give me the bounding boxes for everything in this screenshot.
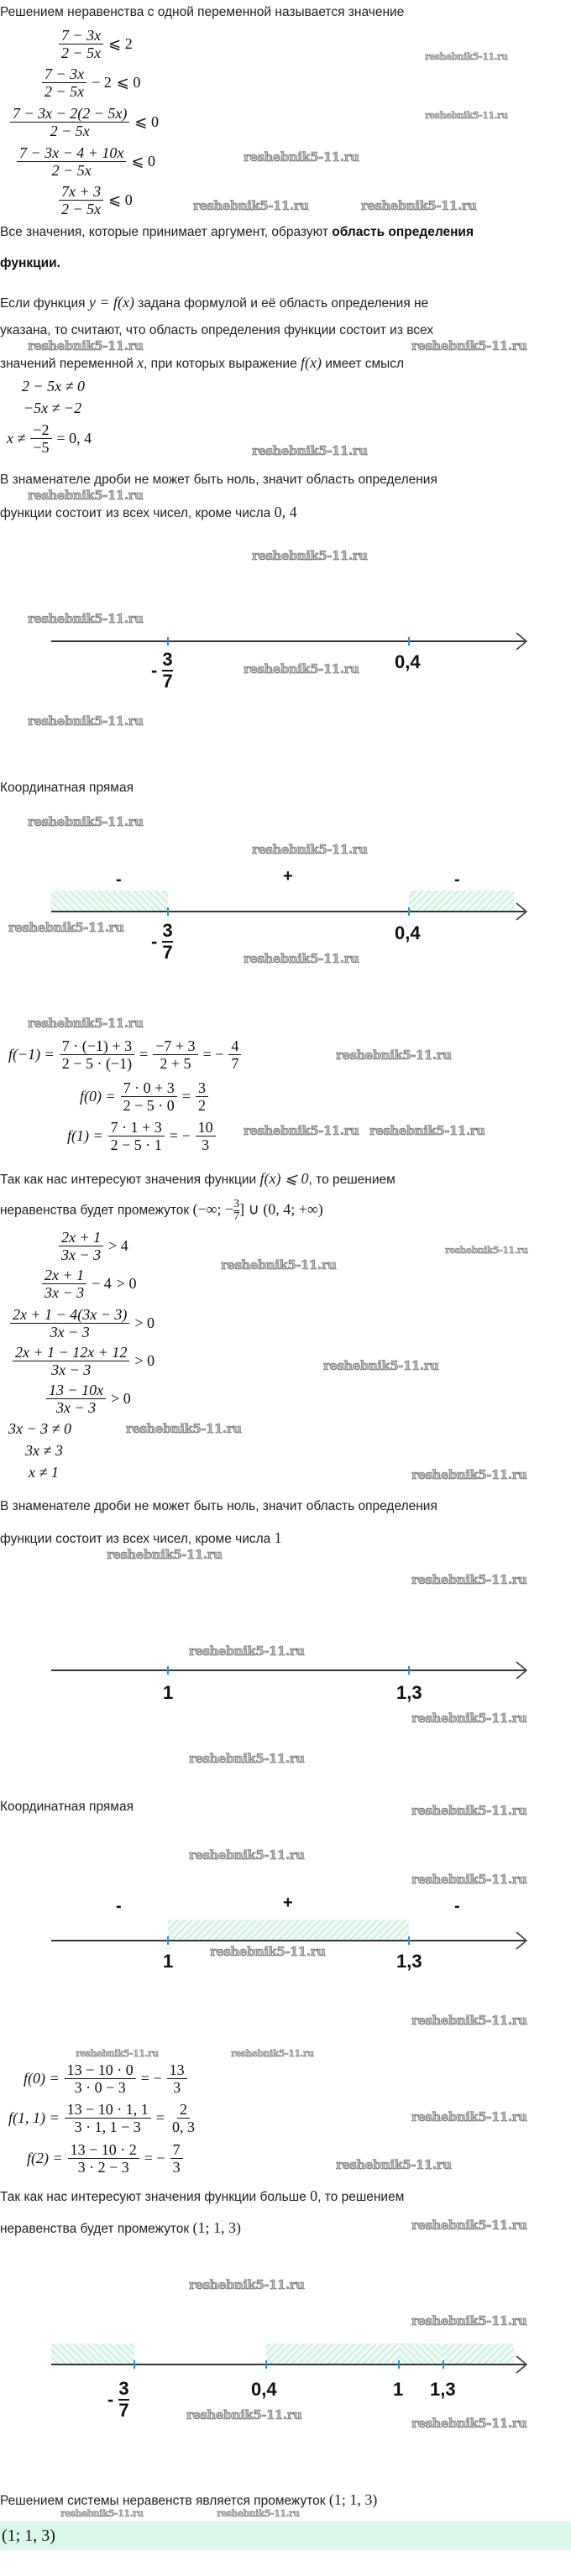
inequality-step-2 <box>42 65 140 100</box>
lhs: f(0) = <box>80 1088 116 1105</box>
watermark: reshebnik5-11.ru <box>28 1016 144 1031</box>
minus: - <box>151 660 158 681</box>
watermark: reshebnik5-11.ru <box>244 1123 359 1138</box>
watermark: reshebnik5-11.ru <box>189 1847 305 1863</box>
denominator: 2 + 5 <box>160 1055 191 1072</box>
term: − 4 <box>92 1275 112 1292</box>
restriction2-3: x ≠ 1 <box>29 1464 59 1481</box>
watermark: reshebnik5-11.ru <box>411 2218 527 2233</box>
denominator: 7 <box>231 1055 239 1072</box>
denominator: 3 · 1, 1 − 3 <box>74 2119 141 2135</box>
denominator: 3 <box>172 2159 181 2176</box>
denominator: 3x − 3 <box>50 1324 90 1340</box>
watermark: reshebnik5-11.ru <box>221 1257 337 1272</box>
numerator: 3 <box>118 2378 129 2399</box>
denominator2-text-1: В знаменателе дроби не может быть ноль, значит область определения <box>0 1499 437 1513</box>
text: функции состоит из всех чисел, кроме числа <box>0 506 275 520</box>
lhs: f(0) = <box>24 2070 60 2087</box>
relation: > 0 <box>134 1314 155 1331</box>
inequality-step-1 <box>59 27 133 61</box>
text: значений переменной <box>0 357 138 371</box>
equals: = <box>139 1046 149 1063</box>
axis <box>0 886 571 944</box>
restriction-2: −5x ≠ −2 <box>24 400 82 416</box>
hatch-region <box>266 2343 514 2364</box>
tick-label-0-4: 0,4 <box>395 651 421 672</box>
tick-label-0-4: 0,4 <box>395 922 421 943</box>
numerator: −2 <box>30 421 51 439</box>
eval2-f-0 <box>24 2061 187 2096</box>
numerator: 13 − 10 · 0 <box>65 2061 136 2079</box>
minus: - <box>151 931 158 952</box>
math: (1; 1, 3) <box>192 2219 241 2236</box>
math: (−∞; − <box>192 1200 234 1218</box>
numerator: 7 · (−1) + 3 <box>60 1037 134 1055</box>
denominator: 3x − 3 <box>56 1399 97 1416</box>
watermark: reshebnik5-11.ru <box>107 1547 223 1562</box>
function-text-2: указана, то считают, что область определения функции состоит из всех <box>0 323 434 337</box>
denominator: 2 − 5x <box>61 44 102 61</box>
denominator: 7 <box>118 2400 129 2421</box>
sign-plus: + <box>283 867 293 886</box>
tick-label-1-3: 1,3 <box>430 2379 456 2400</box>
denominator: 7 <box>162 671 173 692</box>
math: y = f(x) <box>88 294 134 311</box>
numerator: 2x + 1 − 4(3x − 3) <box>10 1306 129 1324</box>
inequality2-step-2 <box>42 1267 136 1301</box>
numerator: 2 <box>177 2101 190 2119</box>
sign-minus: - <box>454 1897 460 1915</box>
tick-label-1: 1 <box>393 2379 404 2400</box>
sign-minus: - <box>116 870 122 889</box>
numerator: 7 · 0 + 3 <box>121 1079 177 1097</box>
numerator: 10 <box>196 1119 216 1136</box>
equals: = − <box>169 1127 191 1144</box>
text: неравенства будет промежуток <box>0 1203 193 1218</box>
inequality-step-3 <box>10 105 159 139</box>
denominator: 3 <box>173 2079 181 2096</box>
tick-label-minus-3-7 <box>151 921 173 963</box>
denominator: 2 − 5x <box>45 83 85 100</box>
lhs: f(−1) = <box>8 1046 55 1063</box>
watermark: reshebnik5-11.ru <box>361 198 477 213</box>
watermark: reshebnik5-11.ru <box>28 814 144 829</box>
numerator: 2x + 1 <box>42 1267 86 1284</box>
text: Если функция <box>0 296 89 311</box>
denominator: 2 − 5x <box>51 162 92 179</box>
denominator-text-1: В знаменателе дроби не может быть ноль, значит область определения <box>0 473 437 487</box>
math: x <box>137 354 144 371</box>
equals: = − <box>140 2070 162 2087</box>
equals: = − <box>144 2150 165 2166</box>
text: имеет смысл <box>322 357 405 371</box>
restriction-1: 2 − 5x ≠ 0 <box>22 378 86 394</box>
denominator: 3x − 3 <box>51 1361 92 1378</box>
tick-label-minus-3-7 <box>151 650 173 692</box>
denominator: 2 − 5 · (−1) <box>61 1055 133 1072</box>
hatch-region <box>51 891 168 912</box>
sign-minus: - <box>116 1897 122 1915</box>
bold-term: область определения <box>332 225 474 239</box>
term: − 2 <box>92 74 112 91</box>
numerator: 3 <box>162 649 173 670</box>
denominator: −5 <box>33 439 50 456</box>
watermark: reshebnik5-11.ru <box>28 338 144 353</box>
hatch-region <box>51 2343 134 2364</box>
relation: ⩽ 0 <box>108 191 133 208</box>
watermark: reshebnik5-11.ru <box>425 110 508 121</box>
function-text-3 <box>0 354 404 372</box>
relation: ⩽ 0 <box>116 74 141 91</box>
numerator: 3 <box>233 1198 240 1210</box>
watermark: reshebnik5-11.ru <box>8 920 124 935</box>
eval-f-minus-1 <box>8 1037 241 1072</box>
numerator: 7 · 1 + 3 <box>108 1119 165 1136</box>
restriction-3 <box>7 421 92 456</box>
numerator: 7 − 3x − 2(2 − 5x) <box>10 105 129 123</box>
equals: = <box>181 1088 191 1105</box>
inequality-step-4 <box>17 144 155 179</box>
numerator: 3 <box>196 1079 208 1097</box>
inequality-step-5 <box>59 183 133 217</box>
relation: > 4 <box>108 1237 128 1254</box>
text: неравенства будет промежуток <box>0 2222 193 2236</box>
inequality2-step-4 <box>13 1344 155 1378</box>
bold-term: функции. <box>0 256 60 270</box>
final-text <box>0 2491 377 2509</box>
watermark: reshebnik5-11.ru <box>323 1358 439 1373</box>
watermark: reshebnik5-11.ru <box>411 1711 527 1726</box>
denominator: 3x − 3 <box>61 1246 102 1263</box>
denominator: 3x − 3 <box>45 1284 85 1301</box>
watermark: reshebnik5-11.ru <box>369 1123 485 1138</box>
axis <box>0 2342 571 2384</box>
domain-definition-text-cont <box>0 256 60 271</box>
watermark: reshebnik5-11.ru <box>411 1872 527 1887</box>
eval2-f-1-1 <box>8 2101 197 2135</box>
watermark: reshebnik5-11.ru <box>231 2048 314 2059</box>
watermark: reshebnik5-11.ru <box>193 198 309 213</box>
numerator: 13 − 10 · 2 <box>68 2141 139 2159</box>
tick-label-1-3: 1,3 <box>396 1682 422 1703</box>
restriction2-1: 3x − 3 ≠ 0 <box>8 1420 72 1437</box>
numerator: 2x + 1 − 12x + 12 <box>13 1344 129 1361</box>
lhs: x ≠ <box>7 430 26 447</box>
denominator: 2 <box>197 1097 206 1114</box>
math: 0, 4 <box>274 504 297 520</box>
axis <box>0 1912 571 1971</box>
denominator: 3 · 0 − 3 <box>74 2079 126 2096</box>
answer-value: (1; 1, 3) <box>2 2526 55 2545</box>
numerator: 13 <box>167 2061 187 2079</box>
minus: - <box>107 2389 114 2410</box>
inequality2-step-5 <box>46 1382 131 1416</box>
denominator: 2 − 5 · 1 <box>110 1136 162 1153</box>
text: Так как нас интересуют значения функции больше <box>0 2190 311 2204</box>
watermark: reshebnik5-11.ru <box>411 2013 527 2028</box>
hatch-region <box>409 891 514 912</box>
text: Так как нас интересуют значения функции <box>0 1173 260 1187</box>
conclusion-text-2 <box>0 1199 323 1223</box>
intro-text: Решением неравенства с одной переменной называется значение <box>0 5 405 19</box>
hatch-region <box>168 1920 409 1941</box>
watermark: reshebnik5-11.ru <box>244 661 359 677</box>
watermark: reshebnik5-11.ru <box>411 1467 527 1482</box>
number-line-3 <box>0 1650 571 1717</box>
watermark: reshebnik5-11.ru <box>28 713 144 729</box>
tick-label-minus-3-7 <box>107 2379 129 2421</box>
denominator: 2 − 5 · 0 <box>123 1097 175 1114</box>
watermark: reshebnik5-11.ru <box>411 1803 527 1818</box>
conclusion-text-1 <box>0 1170 396 1188</box>
tick-label-0-4: 0,4 <box>251 2379 277 2400</box>
numerator: 2x + 1 <box>59 1229 103 1246</box>
numerator: 3 <box>162 920 173 941</box>
lhs: f(1) = <box>67 1127 103 1144</box>
text: Решением системы неравенств является промежуток <box>0 2494 329 2508</box>
watermark: reshebnik5-11.ru <box>217 2508 300 2519</box>
inequality2-step-3 <box>10 1306 155 1340</box>
answer-box <box>0 2521 571 2550</box>
conclusion2-text-2 <box>0 2219 241 2237</box>
axis <box>0 621 571 663</box>
watermark: reshebnik5-11.ru <box>189 1643 305 1659</box>
sign-plus: + <box>283 1894 293 1912</box>
eval-f-1 <box>67 1119 216 1153</box>
math: 0 <box>310 2187 318 2204</box>
denominator: 3 · 2 − 3 <box>77 2159 129 2176</box>
hatch-intersection <box>399 2343 443 2364</box>
watermark: reshebnik5-11.ru <box>252 548 368 563</box>
watermark: reshebnik5-11.ru <box>336 1048 452 1063</box>
math: f(x) ⩽ 0 <box>259 1170 309 1187</box>
watermark: reshebnik5-11.ru <box>411 2109 527 2124</box>
text: , при которых выражение <box>144 357 301 371</box>
numerator: 7 − 3x <box>59 27 103 44</box>
denominator2-text-2 <box>0 1529 282 1547</box>
relation: > 0 <box>111 1390 131 1407</box>
conclusion2-text-1 <box>0 2187 404 2205</box>
rhs: = 0, 4 <box>56 430 92 447</box>
lhs: f(1, 1) = <box>8 2109 60 2126</box>
relation: ⩽ 2 <box>108 35 133 52</box>
watermark: reshebnik5-11.ru <box>425 51 508 62</box>
denominator: 2 − 5x <box>50 123 90 139</box>
relation: ⩽ 0 <box>134 113 159 130</box>
coord-line-label-1: Координатная прямая <box>0 781 134 795</box>
watermark: reshebnik5-11.ru <box>252 443 368 458</box>
watermark: reshebnik5-11.ru <box>189 2277 305 2292</box>
watermark: reshebnik5-11.ru <box>210 1944 326 1959</box>
watermark: reshebnik5-11.ru <box>126 1421 242 1436</box>
lhs: f(2) = <box>27 2150 63 2166</box>
watermark: reshebnik5-11.ru <box>28 611 144 626</box>
tick-label-1: 1 <box>163 1951 174 1972</box>
math: (1; 1, 3) <box>328 2491 378 2508</box>
watermark: reshebnik5-11.ru <box>244 149 359 165</box>
denominator: 7 <box>162 942 173 963</box>
numerator: 4 <box>228 1037 241 1055</box>
tick-label-1: 1 <box>163 1682 174 1703</box>
eval-f-0 <box>80 1079 208 1114</box>
number-line-4 <box>0 1895 571 1979</box>
inequality2-step-1 <box>59 1229 128 1263</box>
numerator: 7 − 3x <box>42 65 86 83</box>
watermark: reshebnik5-11.ru <box>28 488 144 503</box>
watermark: reshebnik5-11.ru <box>411 2416 527 2431</box>
relation: ⩽ 0 <box>131 153 156 170</box>
watermark: reshebnik5-11.ru <box>186 2407 302 2422</box>
restriction2-2: 3x ≠ 3 <box>25 1442 63 1459</box>
relation: > 0 <box>116 1275 137 1292</box>
eval2-f-2 <box>27 2141 183 2176</box>
denominator: 2 − 5x <box>61 201 102 217</box>
text: , то решением <box>317 2190 405 2204</box>
watermark: reshebnik5-11.ru <box>445 1245 528 1256</box>
numerator: 7x + 3 <box>59 183 103 201</box>
watermark: reshebnik5-11.ru <box>252 842 368 857</box>
watermark: reshebnik5-11.ru <box>76 2048 159 2059</box>
relation: > 0 <box>134 1352 155 1369</box>
math: 1 <box>274 1529 282 1546</box>
text: задана формулой и её область определения не <box>134 296 429 311</box>
denominator: 3 <box>202 1136 210 1153</box>
watermark: reshebnik5-11.ru <box>60 2508 144 2519</box>
numerator: 7 − 3x − 4 + 10x <box>17 144 126 162</box>
denominator: 0, 3 <box>171 2119 195 2135</box>
text: Все значения, которые принимает аргумент, образуют <box>0 225 333 239</box>
domain-definition-text <box>0 225 474 240</box>
watermark: reshebnik5-11.ru <box>411 1572 527 1587</box>
watermark: reshebnik5-11.ru <box>411 2313 527 2328</box>
numerator: −7 + 3 <box>153 1037 197 1055</box>
text: функции состоит из всех чисел, кроме числа <box>0 1532 275 1546</box>
equals: = − <box>202 1046 224 1063</box>
numerator: 13 − 10 · 1, 1 <box>65 2101 151 2119</box>
watermark: reshebnik5-11.ru <box>411 338 527 353</box>
function-text-1 <box>0 294 428 311</box>
math: f(x) <box>301 354 322 371</box>
sign-minus: - <box>454 870 460 889</box>
watermark: reshebnik5-11.ru <box>244 951 359 966</box>
denominator-text-2 <box>0 504 297 521</box>
coord-line-label-2: Координатная прямая <box>0 1800 134 1814</box>
text: , то решением <box>308 1173 396 1187</box>
math: ] ∪ (0, 4; +∞) <box>239 1200 323 1218</box>
watermark: reshebnik5-11.ru <box>336 2157 452 2172</box>
numerator: 7 <box>170 2141 183 2159</box>
denominator: 7 <box>233 1210 240 1223</box>
equals: = <box>155 2109 165 2126</box>
watermark: reshebnik5-11.ru <box>189 1751 305 1766</box>
numerator: 13 − 10x <box>46 1382 106 1399</box>
tick-label-1-3: 1,3 <box>396 1951 422 1972</box>
